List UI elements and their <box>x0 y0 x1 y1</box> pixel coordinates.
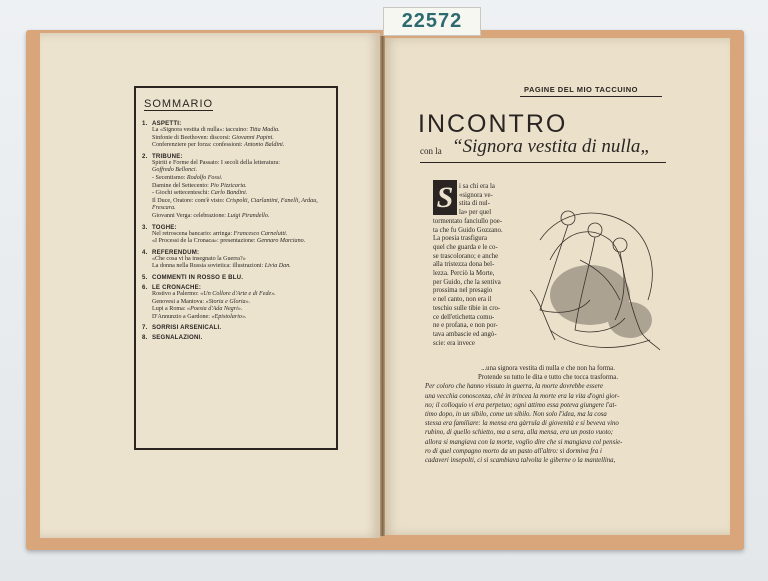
drop-cap: S <box>433 180 457 215</box>
body-line: stessa era familiare: la mensa era gàrrula di giovenità e si beveva vino <box>425 420 619 428</box>
toc-section-number: 7. <box>142 324 148 332</box>
toc-entry <box>142 238 330 246</box>
toc-section-heading <box>142 334 330 341</box>
toc-entry-author: Giovanni Papini. <box>231 134 274 141</box>
body-line: cadaveri insepolti, ci si scambiava talvolta le giberne o la mantellina, <box>425 457 616 465</box>
intro-line: ta che fu Guido Gozzano. <box>433 226 503 234</box>
toc-entry-text: - Secentismo: <box>152 174 187 181</box>
spine-gutter <box>380 36 385 536</box>
toc-entry <box>142 314 330 322</box>
toc-title: SOMMARIO <box>144 98 214 110</box>
toc-entry <box>142 142 330 150</box>
article-subtitle-prefix: con la <box>420 146 442 156</box>
toc-section-title: SEGNALAZIONI. <box>152 334 203 342</box>
dancing-figures-illustration <box>520 200 662 356</box>
toc-entry <box>142 127 330 135</box>
toc-section-number: 5. <box>142 273 148 281</box>
toc-entry-text: «Che cosa vi ha insegnato la Guerra?» <box>152 255 246 262</box>
toc-entry <box>142 183 330 191</box>
toc-section-heading <box>142 120 330 127</box>
title-rule <box>420 162 666 163</box>
article-intro-column <box>433 183 523 348</box>
header-rule <box>520 96 662 97</box>
toc-section-number: 3. <box>142 223 148 231</box>
section-header: PAGINE DEL MIO TACCUINO <box>524 85 639 94</box>
toc-entry-text: Sinfonie di Beethoven: discorsi: <box>152 134 232 141</box>
toc-entry-text: La donna nella Russia sovietica: illustrazioni: <box>152 263 265 270</box>
toc-entry-text: Nel retroscena bancario: arringa: <box>152 230 234 237</box>
toc-section-heading <box>142 224 330 231</box>
body-line: Per coloro che hanno vissuto in guerra, la morte dovrebbe essere <box>425 383 604 391</box>
toc-entry-text: «I Processi de la Cronaca»: presentazione: <box>152 238 257 245</box>
toc-entry-author: Carlo Bandini. <box>210 190 248 197</box>
intro-line: scie: era invece <box>433 339 475 347</box>
intro-line: tava ambascie ed angò- <box>433 330 497 338</box>
body-line: ...una signora vestita di nulla e che non ha forma. <box>481 365 615 372</box>
article-subtitle: “Signora vestita di nulla„ <box>452 136 651 157</box>
toc-section-heading <box>142 274 330 281</box>
toc-entry-text: Conferenziere per forza: confessioni: <box>152 142 245 149</box>
intro-line: quel che guarda e le co- <box>433 243 498 251</box>
toc-section-heading <box>142 324 330 331</box>
intro-line: tormentato fanciullo poe- <box>433 217 503 225</box>
toc-entry-author: «Poesia d'Ada Negri». <box>187 306 243 313</box>
toc-section-number: 1. <box>142 120 148 127</box>
toc-section-number: 8. <box>142 334 148 342</box>
toc-entry <box>142 291 330 299</box>
toc-entry-author: Titta Madia. <box>249 127 280 133</box>
intro-line: stita di nul- <box>459 200 490 208</box>
toc-section-number: 2. <box>142 152 148 160</box>
toc-section-number: 6. <box>142 283 148 291</box>
toc-list <box>142 120 330 341</box>
toc-entry <box>142 263 330 271</box>
toc-entry-author: Antonio Baldini. <box>244 142 285 149</box>
intro-line: teschio sulle tibie in cro- <box>433 304 501 312</box>
toc-entry-text: - Giochi settecenteschi: <box>152 190 211 197</box>
toc-entry-text: D'Annunzio a Gardone: <box>152 313 212 320</box>
article-body <box>425 364 671 465</box>
intro-line: alla tristezza dona bel- <box>433 261 495 269</box>
toc-entry-text: Rostivo a Palermo: <box>152 290 201 297</box>
toc-entry-author: Pio Pizzicaria. <box>210 182 247 189</box>
toc-entry-text: Giovanni Verga: celebrazione: <box>152 212 228 219</box>
toc-entry <box>142 213 330 221</box>
table-of-contents <box>134 86 338 450</box>
body-line: allora si mangiava con la morte, voglio dire che si mangiava col pensie- <box>425 438 623 446</box>
toc-entry-author: «Un Collore d'Arte e di Fede». <box>200 290 276 297</box>
toc-entry-text: Genovesi a Mantova: <box>152 298 206 305</box>
body-line: no; il colloquio vi era perpetuo; ogni attimo essa poteva giungere l'at- <box>425 401 617 409</box>
toc-entry-author: Goffredo Bellonci. <box>152 167 198 174</box>
article-title: INCONTRO <box>418 110 568 138</box>
toc-entry-text: Lupi a Roma: <box>152 306 188 313</box>
intro-line: i sa chi era la <box>459 183 495 190</box>
intro-line: lezza. Perciò la Morte, <box>433 270 495 278</box>
body-line: ro di quel compagno morto da un pasto all'altro: si dormiva fra i <box>425 447 602 455</box>
toc-entry <box>142 198 330 213</box>
toc-section-title: TOGHE: <box>152 223 177 231</box>
toc-entry-author: Crispolti, Ciarlantini, Fanelli, Ardau, Frescara. <box>152 197 318 212</box>
toc-entry-author: Luigi Pirandello. <box>227 212 270 219</box>
toc-section-title: SORRISI ARSENICALI. <box>152 324 222 332</box>
intro-line: «signora ve- <box>459 191 493 199</box>
toc-section-heading <box>142 153 330 160</box>
body-line: Protende su tutto le dita e tutto che tocca trasforma. <box>477 374 619 382</box>
toc-entry <box>142 306 330 314</box>
toc-entry-author: Rodolfo Fossi. <box>186 174 223 181</box>
toc-section-title: ASPETTI: <box>152 120 182 127</box>
toc-entry <box>142 167 330 175</box>
toc-entry-author: Livia Dan. <box>264 263 291 270</box>
intro-line: e nel canto, non era il <box>433 296 492 304</box>
toc-entry-text: Spiriti e Forme del Passato: I secoli della letteratura: <box>152 159 280 166</box>
toc-entry <box>142 190 330 198</box>
toc-section-title: LE CRONACHE: <box>152 283 202 291</box>
body-line: rubino, di quello schietto, ma a sera, alla mensa, era un posto vuoto; <box>425 429 614 437</box>
toc-section-title: REFERENDUM: <box>152 248 200 256</box>
inventory-label: 22572 <box>383 7 481 36</box>
toc-entry <box>142 299 330 307</box>
toc-section-title: TRIBUNE: <box>152 152 183 160</box>
toc-entry <box>142 231 330 239</box>
toc-section-number: 4. <box>142 248 148 256</box>
toc-entry-text: La «Signora vestita di nulla»: taccuino: <box>152 127 250 133</box>
toc-entry-author: «Epistolario». <box>211 313 247 320</box>
toc-entry-author: Gennaro Marciano. <box>256 238 306 245</box>
intro-line: per Guido, che la sentiva <box>433 278 501 286</box>
toc-entry-author: «Storia e Gloria». <box>205 298 251 305</box>
toc-section-heading <box>142 284 330 291</box>
body-line: una vecchia conoscenza, chè in trincea la morte era la vita d'ogni gior- <box>425 392 620 400</box>
intro-line: prossima nel presagio <box>433 287 493 295</box>
intro-line: la» per quel <box>459 209 492 217</box>
toc-section-title: COMMENTI IN ROSSO E BLU. <box>152 273 244 281</box>
toc-entry-text: Il Duce, Oratore: com'è visto: <box>152 197 226 204</box>
toc-entry-text: Damine del Settecento: <box>152 182 211 189</box>
toc-entry <box>142 256 330 264</box>
toc-entry-author: Francesco Carnelutti. <box>233 230 288 237</box>
intro-line: ce dell'etichetta comu- <box>433 313 495 321</box>
body-line: timo dopo, in un sibilo, come un sibilo. Non solo l'idea, ma la cosa <box>425 411 607 419</box>
toc-section-heading <box>142 249 330 256</box>
intro-line: La poesia trasfigura <box>433 235 487 243</box>
intro-line: ne e profana, e non por- <box>433 322 498 330</box>
toc-entry <box>142 175 330 183</box>
intro-line: se trascolorano; e anche <box>433 252 499 260</box>
